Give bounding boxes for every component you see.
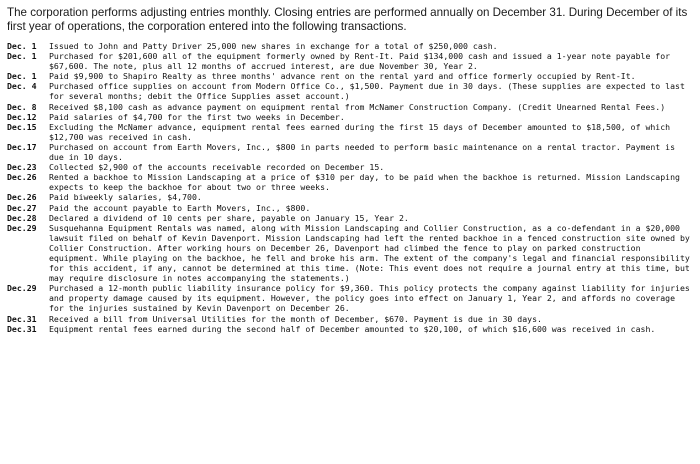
transaction-date: Dec. 4 [7, 81, 37, 92]
transaction-date: Dec.17 [7, 141, 37, 152]
transaction-entry [7, 223, 694, 284]
transaction-entry [7, 51, 694, 71]
transaction-text: Equipment rental fees earned during the second half of December amounted to $20,100, of which $16,600 was received in cash. [49, 323, 656, 334]
transaction-text: Purchased on account from Earth Movers, Inc., $800 in parts needed to perform basic maintenance on a rental tractor. Payment is due in 10 days. [49, 141, 676, 163]
transaction-entry [7, 283, 694, 313]
transaction-text: Declared a dividend of 10 cents per share, payable on January 15, Year 2. [49, 212, 409, 223]
transaction-text: Purchased a 12-month public liability insurance policy for $9,360. This policy protects the company against liability for injuries and property damage caused by its equipment. However, the policy goes into effect on January 1, Year 2, and affords no coverage for the injuries sustained by Kevin Davenport on December 26. [49, 283, 690, 314]
transaction-text: Purchased office supplies on account from Modern Office Co., $1,500. Payment due in 30 days. (These supplies are expected to last for several months; debit the Office Supplies asset account.) [49, 81, 685, 102]
transaction-entry [7, 122, 694, 142]
transaction-text: Paid $9,900 to Shapiro Realty as three months' advance rent on the rental yard and office formerly occupied by Rent-It. [49, 71, 636, 82]
transaction-date: Dec.26 [7, 172, 37, 183]
transaction-entry [7, 172, 694, 192]
transaction-date: Dec.31 [7, 323, 37, 334]
transaction-text: Paid the account payable to Earth Movers, Inc., $800. [49, 202, 311, 213]
transaction-date: Dec.12 [7, 111, 37, 122]
transaction-text: Issued to John and Patty Driver 25,000 new shares in exchange for a total of $250,000 cash. [49, 41, 498, 51]
transaction-date: Dec.23 [7, 162, 37, 173]
transaction-entry [7, 192, 694, 202]
transaction-text: Susquehanna Equipment Rentals was named, along with Mission Landscaping and Collier Construction, as a co-defendant in a $20,000 lawsuit filed on behalf of Kevin Davenport. Mission Landscaping had left the rented backhoe in a fenced construction site owned by Collier Construction. After working hours on December 26, Davenport had climbed the fence to play on parked construction equipment. While playing on the backhoe, he fell and broke his arm. The extent of the company's legal and financial responsibility for this accident, if any, cannot be determined at this time. (Note: This event does not require a journal entry at this time, but may require disclosure in notes accompanying the statements.) [49, 222, 690, 284]
transaction-text: Paid salaries of $4,700 for the first two weeks in December. [49, 111, 345, 122]
transaction-date: Dec.28 [7, 212, 37, 223]
transaction-text: Excluding the McNamer advance, equipment rental fees earned during the first 15 days of December amounted to $18,500, of which $12,700 was received in cash. [49, 121, 671, 142]
transaction-date: Dec.15 [7, 121, 37, 132]
transaction-entry [7, 112, 694, 122]
transaction-date: Dec. 1 [7, 41, 37, 51]
transaction-date: Dec.29 [7, 222, 37, 233]
transaction-text: Paid biweekly salaries, $4,700. [49, 192, 202, 203]
transaction-date: Dec. 1 [7, 71, 37, 82]
transaction-entry [7, 213, 694, 223]
intro-paragraph: The corporation performs adjusting entries monthly. Closing entries are performed annually on December 31. During December of its first year of operations, the corporation entered into the following transactions. [7, 6, 688, 33]
transaction-text: Purchased for $201,600 all of the equipment formerly owned by Rent-It. Paid $134,000 cash and issued a 1-year note payable for $67,600. The note, plus all 12 months of accrued interest, are due November 30, Year 2. [49, 51, 671, 72]
transaction-entry [7, 71, 694, 81]
transaction-text: Rented a backhoe to Mission Landscaping at a price of $310 per day, to be paid when the backhoe is returned. Mission Landscaping expects to keep the backhoe for about two or three weeks. [49, 172, 680, 193]
transaction-date: Dec. 8 [7, 101, 37, 112]
transaction-text: Received $8,100 cash as advance payment on equipment rental from McNamer Construction Company. (Credit Unearned Rental Fees.) [49, 101, 666, 112]
transaction-entry [7, 314, 694, 324]
transaction-entry [7, 41, 694, 51]
transaction-entry [7, 162, 694, 172]
transaction-date: Dec.27 [7, 202, 37, 213]
transaction-list [7, 41, 694, 334]
transaction-entry [7, 324, 694, 334]
transaction-entry [7, 81, 694, 101]
transaction-date: Dec.31 [7, 313, 37, 324]
transaction-entry [7, 102, 694, 112]
transaction-text: Received a bill from Universal Utilities for the month of December, $670. Payment is due in 30 days. [49, 313, 542, 324]
transaction-date: Dec.26 [7, 192, 37, 203]
transaction-date: Dec. 1 [7, 51, 37, 62]
transaction-date: Dec.29 [7, 283, 37, 294]
transaction-text: Collected $2,900 of the accounts receivable recorded on December 15. [49, 162, 385, 173]
transaction-entry [7, 142, 694, 162]
transaction-entry [7, 203, 694, 213]
